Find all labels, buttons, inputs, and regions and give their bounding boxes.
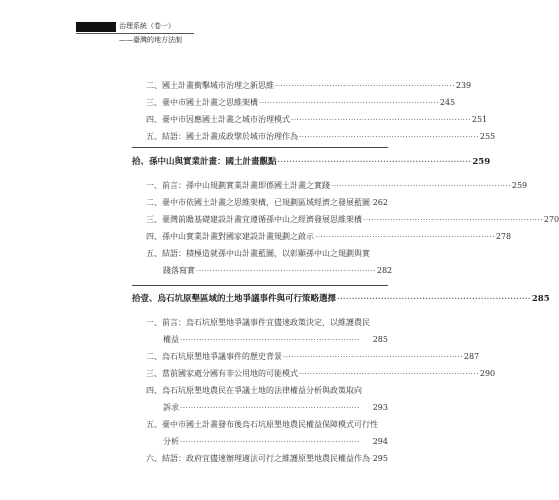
toc-leader-dots: ·································································· [331,182,511,190]
toc-entry-title-line1[interactable]: 五、結語：積極造就孫中山計畫藍圖，以彰顯孫中山之規劃與實 [146,249,370,258]
toc-entry-title: 訴求 [163,403,179,412]
toc-entry[interactable] [146,352,480,362]
toc-leader-dots [371,198,372,208]
toc-entry[interactable] [146,215,559,225]
toc-entry[interactable] [146,132,496,142]
toc-entry[interactable] [146,198,388,208]
toc-entry-page: 278 [495,232,512,241]
toc-leader-dots: ·································································· [259,99,439,107]
toc-entry-page: 262 [372,198,388,207]
toc-entry-page: 295 [372,454,388,463]
toc-entry-title: 三、臺灣前瞻基礎建設計畫宜遵循孫中山之經濟發展思維架構 [146,215,362,224]
toc-entry-page: 294 [372,437,388,446]
toc-section-page: 259 [472,157,491,167]
toc-entry-page: 287 [463,352,480,361]
toc-entry[interactable] [146,98,456,108]
toc-entry[interactable] [163,403,388,413]
toc-section-heading[interactable] [132,157,491,167]
toc-entry-title: 一、前言：孫中山規劃實業計畫即係國土計畫之實踐 [146,181,330,190]
toc-section-title: 拾壹、烏石坑原墾區域的土地爭議事件與可行策略選擇 [132,294,337,304]
toc-entry[interactable] [146,81,472,91]
toc-leader-dots: ·································································· [180,404,360,412]
toc-leader-dots [371,454,372,464]
toc-entry-page: 245 [439,98,456,107]
toc-entry-title: 二、烏石坑原墾地爭議事件的歷史背景 [146,352,282,361]
toc-entry-title: 分析 [163,437,179,446]
toc-leader-dots: ·································································· [315,233,495,241]
book-subtitle: ——臺灣的地方法制 [119,36,182,44]
toc-entry-page: 255 [479,132,496,141]
toc-entry[interactable] [163,335,388,345]
toc-leader-dots: ·································································· [277,157,472,166]
toc-entry-page: 251 [471,115,488,124]
toc-entry-page: 285 [372,335,388,344]
toc-leader-dots: ·································································· [180,438,360,446]
toc-leader-dots: ·································································· [299,133,479,141]
toc-entry-page: 239 [455,81,472,90]
section-rule [132,147,388,148]
toc-leader-dots: ·································································· [275,82,455,90]
toc-entry-title: 踐落寫實 [163,266,195,275]
toc-leader-dots: ·································································· [291,116,471,124]
toc-section-title: 拾、孫中山與實業計畫：國土計畫觀點 [132,157,277,167]
header-black-bar [76,22,116,32]
toc-entry[interactable] [146,232,512,242]
header-rule [76,33,194,34]
toc-entry-page: 259 [511,181,528,190]
toc-entry-title: 六、結語：政府宜儘速辦理適法可行之維護原墾地農民權益作為 [146,454,370,463]
toc-entry-title-line1[interactable]: 一、前言：烏石坑原墾地爭議事件宜儘速政策決定，以維護農民 [146,318,370,327]
toc-leader-dots: ·································································· [196,267,376,275]
toc-entry-title: 四、臺中市因應國土計畫之城市治理模式 [146,115,290,124]
toc-entry[interactable] [163,266,393,276]
book-title: 治理系統（卷一） [119,22,175,30]
toc-leader-dots: ·································································· [337,294,531,303]
toc-entry[interactable] [146,369,496,379]
toc-entry-title-line1[interactable]: 四、烏石坑原墾地農民在爭議土地的法律權益分析與政策取向 [146,386,362,395]
toc-entry[interactable] [146,181,528,191]
toc-entry-title: 三、臺中市國土計畫之思維架構 [146,98,258,107]
section-rule [132,285,388,286]
toc-leader-dots: ·································································· [283,353,463,361]
toc-entry-page: 282 [376,266,393,275]
toc-entry-title: 二、國土計畫衝擊城市治理之新思維 [146,81,274,90]
toc-section-page: 285 [531,294,550,304]
toc-entry[interactable] [146,115,488,125]
toc-entry-page: 293 [372,403,388,412]
toc-entry-title: 五、結語：國土計畫成政擘於城市治理作為 [146,132,298,141]
toc-leader-dots: ·································································· [180,336,360,344]
toc-section-heading[interactable] [132,294,550,304]
toc-entry[interactable] [146,454,388,464]
toc-leader-dots: ·································································· [363,216,543,224]
toc-leader-dots: ·································································· [299,370,479,378]
toc-entry-page: 290 [479,369,496,378]
toc-entry[interactable] [163,437,388,447]
toc-entry-title: 三、當前國家處分國有非公用地的可能模式 [146,369,298,378]
toc-entry-title-line1[interactable]: 五、臺中市國土計畫發布後烏石坑原墾地農民權益保障模式可行性 [146,420,378,429]
toc-entry-title: 權益 [163,335,179,344]
toc-entry-title: 二、臺中市依國土計畫之思維架構，已規劃區域經濟之發展藍圖 [146,198,370,207]
toc-entry-page: 270 [543,215,559,224]
toc-entry-title: 四、孫中山實業計畫對國家建設計畫規劃之啟示 [146,232,314,241]
